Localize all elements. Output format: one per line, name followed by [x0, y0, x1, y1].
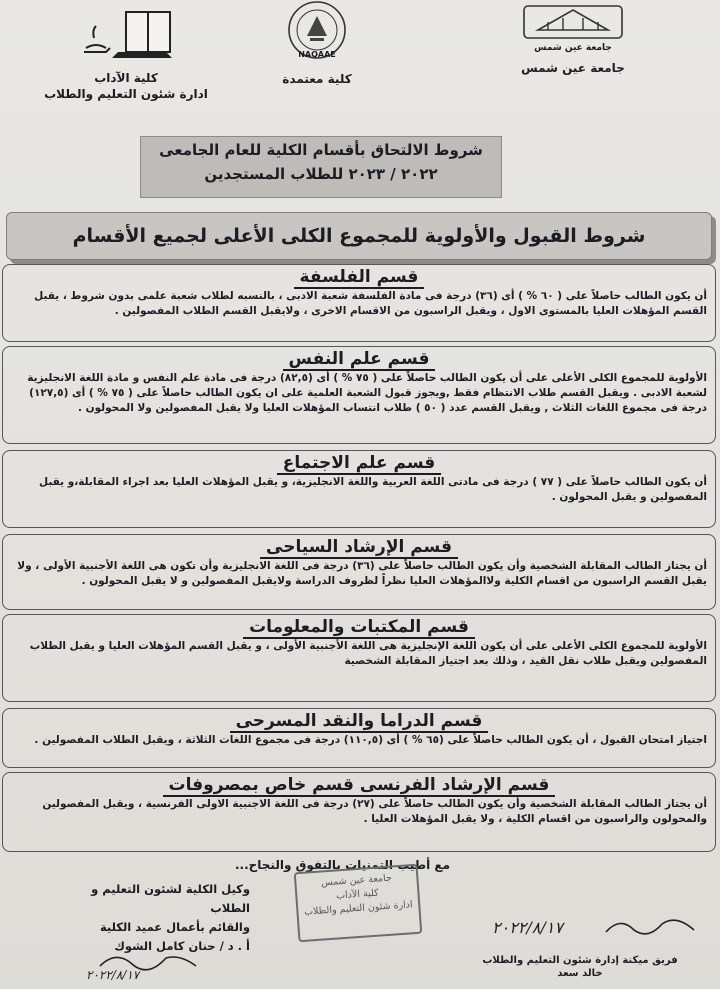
section-text: اجتياز امتحان القبول ، أن يكون الطالب حاصلاً على (٦٥ % ) أى (١١٠,٥) درجة فى مجموع اللغات الثلاثة ، ويقبل الطلاب المفصولين .: [34, 734, 707, 746]
section-title: قسم الدراما والنقد المسرحى: [230, 711, 489, 733]
section-text: أن يجتاز الطالب المقابلة الشخصية وأن يكون الطالب حاصلاً على (٣٦) درجة فى اللغة الانجليزية وأن تكون هى اللغة الأجنبية الأولى ، ولا يقبل القسم الراسبون من اقسام الكلية ولاالمؤهلات العليا نظراً لظروف الدراسة ولايقبل المفصولين و لا يقبل المحولون .: [17, 560, 707, 587]
team-member-name: خالد سعد: [557, 968, 603, 979]
right-sign-date: ٢٠٢٢/٨/١٧: [492, 918, 563, 937]
section-libraries: [2, 614, 716, 702]
book-lamp-icon: [76, 8, 176, 66]
section-title: قسم علم الاجتماع: [277, 453, 442, 475]
department-name: ادارة شئون التعليم والطلاب: [44, 87, 208, 101]
closing-wishes: مع أطيب التمنيات بالتفوق والنجاح...: [234, 858, 450, 872]
section-text: أن يجتاز الطالب المقابلة الشخصية وأن يكون الطالب حاصلاً على (٢٧) درجة فى اللغة الاجنبية الاولى الفرنسية ، ويقبل المفصولين والمحولون والراسبون من اقسام الكلية ، ولا يقبل المؤهلات العليا .: [42, 798, 707, 825]
stamp-line-2: كلية الآداب: [335, 887, 380, 902]
stamp-line-3: ادارة شئون التعليم والطلاب: [303, 899, 413, 918]
section-title: قسم الإرشاد السياحى: [260, 537, 458, 559]
section-text: أن يكون الطالب حاصلاً على ( ٧٧ ) درجة فى مادتى اللغة العربية واللغة الانجليزية، و يقبل المؤهلات العليا بعد اجراء المقابلة،و يقبل المفصولين و يقبل المحولون .: [38, 476, 707, 503]
section-tourist-guidance: [2, 534, 716, 610]
team-signature-icon: [600, 912, 700, 942]
section-title: قسم علم النفس: [283, 349, 436, 371]
accreditation-logo-block: [278, 0, 356, 87]
section-french-guidance: [2, 772, 716, 852]
stamp-line-1: جامعة عين شمس: [320, 872, 393, 889]
ain-shams-logo-block: [518, 2, 628, 76]
section-sociology: [2, 450, 716, 528]
section-psychology: [2, 346, 716, 444]
automation-team-block: [470, 954, 690, 980]
faculty-logo-block: [36, 8, 216, 102]
university-name: جامعة عين شمس: [521, 61, 625, 75]
section-philosophy: [2, 264, 716, 342]
vice-dean-acting-title: والقائم بأعمال عميد الكلية: [99, 920, 250, 934]
vice-dean-sign-date: ٢٠٢٢/٨/١٧: [86, 968, 140, 982]
accreditation-seal-text: NAQAAE: [298, 50, 336, 59]
document-title-box: [140, 136, 502, 198]
section-title: قسم الفلسفة: [294, 267, 425, 289]
section-drama: [2, 708, 716, 768]
university-seal-name: جامعة عين شمس: [534, 43, 612, 53]
office-stamp: [294, 864, 423, 942]
section-text: الأولوية للمجموع الكلى الأعلى على أن يكون الطالب حاصلاً على ( ٧٥ % ) أى (٨٢,٥) درجة فى مادة علم النفس و مادة اللغة الانجليزية لشعبة الادبى . ويقبل القسم طلاب الانتظام فقط ,ويجوز قبول الشعبة العلمية على ان يكون الطالب حاصلاً على ( ٧٥ % ) أى (١٢٧,٥) درجة فى مجموع اللغات الثلاث , ويقبل القسم عدد ( ٥٠ ) طلاب انتساب المؤهلات العليا ولا يقبل المفصولين ولا المحولون .: [27, 372, 707, 414]
main-heading: شروط القبول والأولوية للمجموع الكلى الأعلى لجميع الأقسام: [6, 212, 712, 260]
section-title: قسم المكتبات والمعلومات: [243, 617, 475, 639]
team-title: فريق ميكنة إدارة شئون التعليم والطلاب: [482, 955, 678, 966]
university-seal-icon: [518, 2, 628, 42]
faculty-name: كلية الآداب: [94, 71, 158, 85]
section-text: الأولوية للمجموع الكلى الأعلى على أن يكون اللغة الإنجليزية هى اللغة الأجنبية الأولى ، و يقبل القسم المؤهلات العليا و يقبل الطلاب المفصولين ويقبل طلاب نقل القيد ، وذلك بعد اجتياز المقابلة الشخصية: [29, 640, 707, 667]
vice-dean-name: أ . د / حنان كامل الشوك: [114, 939, 250, 953]
title-line-2: ٢٠٢٢ / ٢٠٢٣ للطلاب المستجدين: [204, 165, 438, 183]
accredited-college-label: كلية معتمدة: [282, 72, 352, 86]
section-text: أن يكون الطالب حاصلاً على ( ٦٠ % ) أى (٣٦) درجة فى مادة الفلسفة شعبة الادبى ، بالنسبه لطلاب شعبة علمى بدون شروط ، يقبل القسم المؤهلات العليا بالمستوى الاول ، ويقبل الراسبون من الاقسام الاخرى ، ولايقبل القسم الطلاب المفصولين .: [34, 290, 707, 317]
section-title: قسم الإرشاد الفرنسى قسم خاص بمصروفات: [163, 775, 556, 797]
vice-dean-title: وكيل الكلية لشئون التعليم و الطلاب: [91, 882, 250, 915]
title-line-1: شروط الالتحاق بأقسام الكلية للعام الجامعى: [159, 141, 483, 159]
